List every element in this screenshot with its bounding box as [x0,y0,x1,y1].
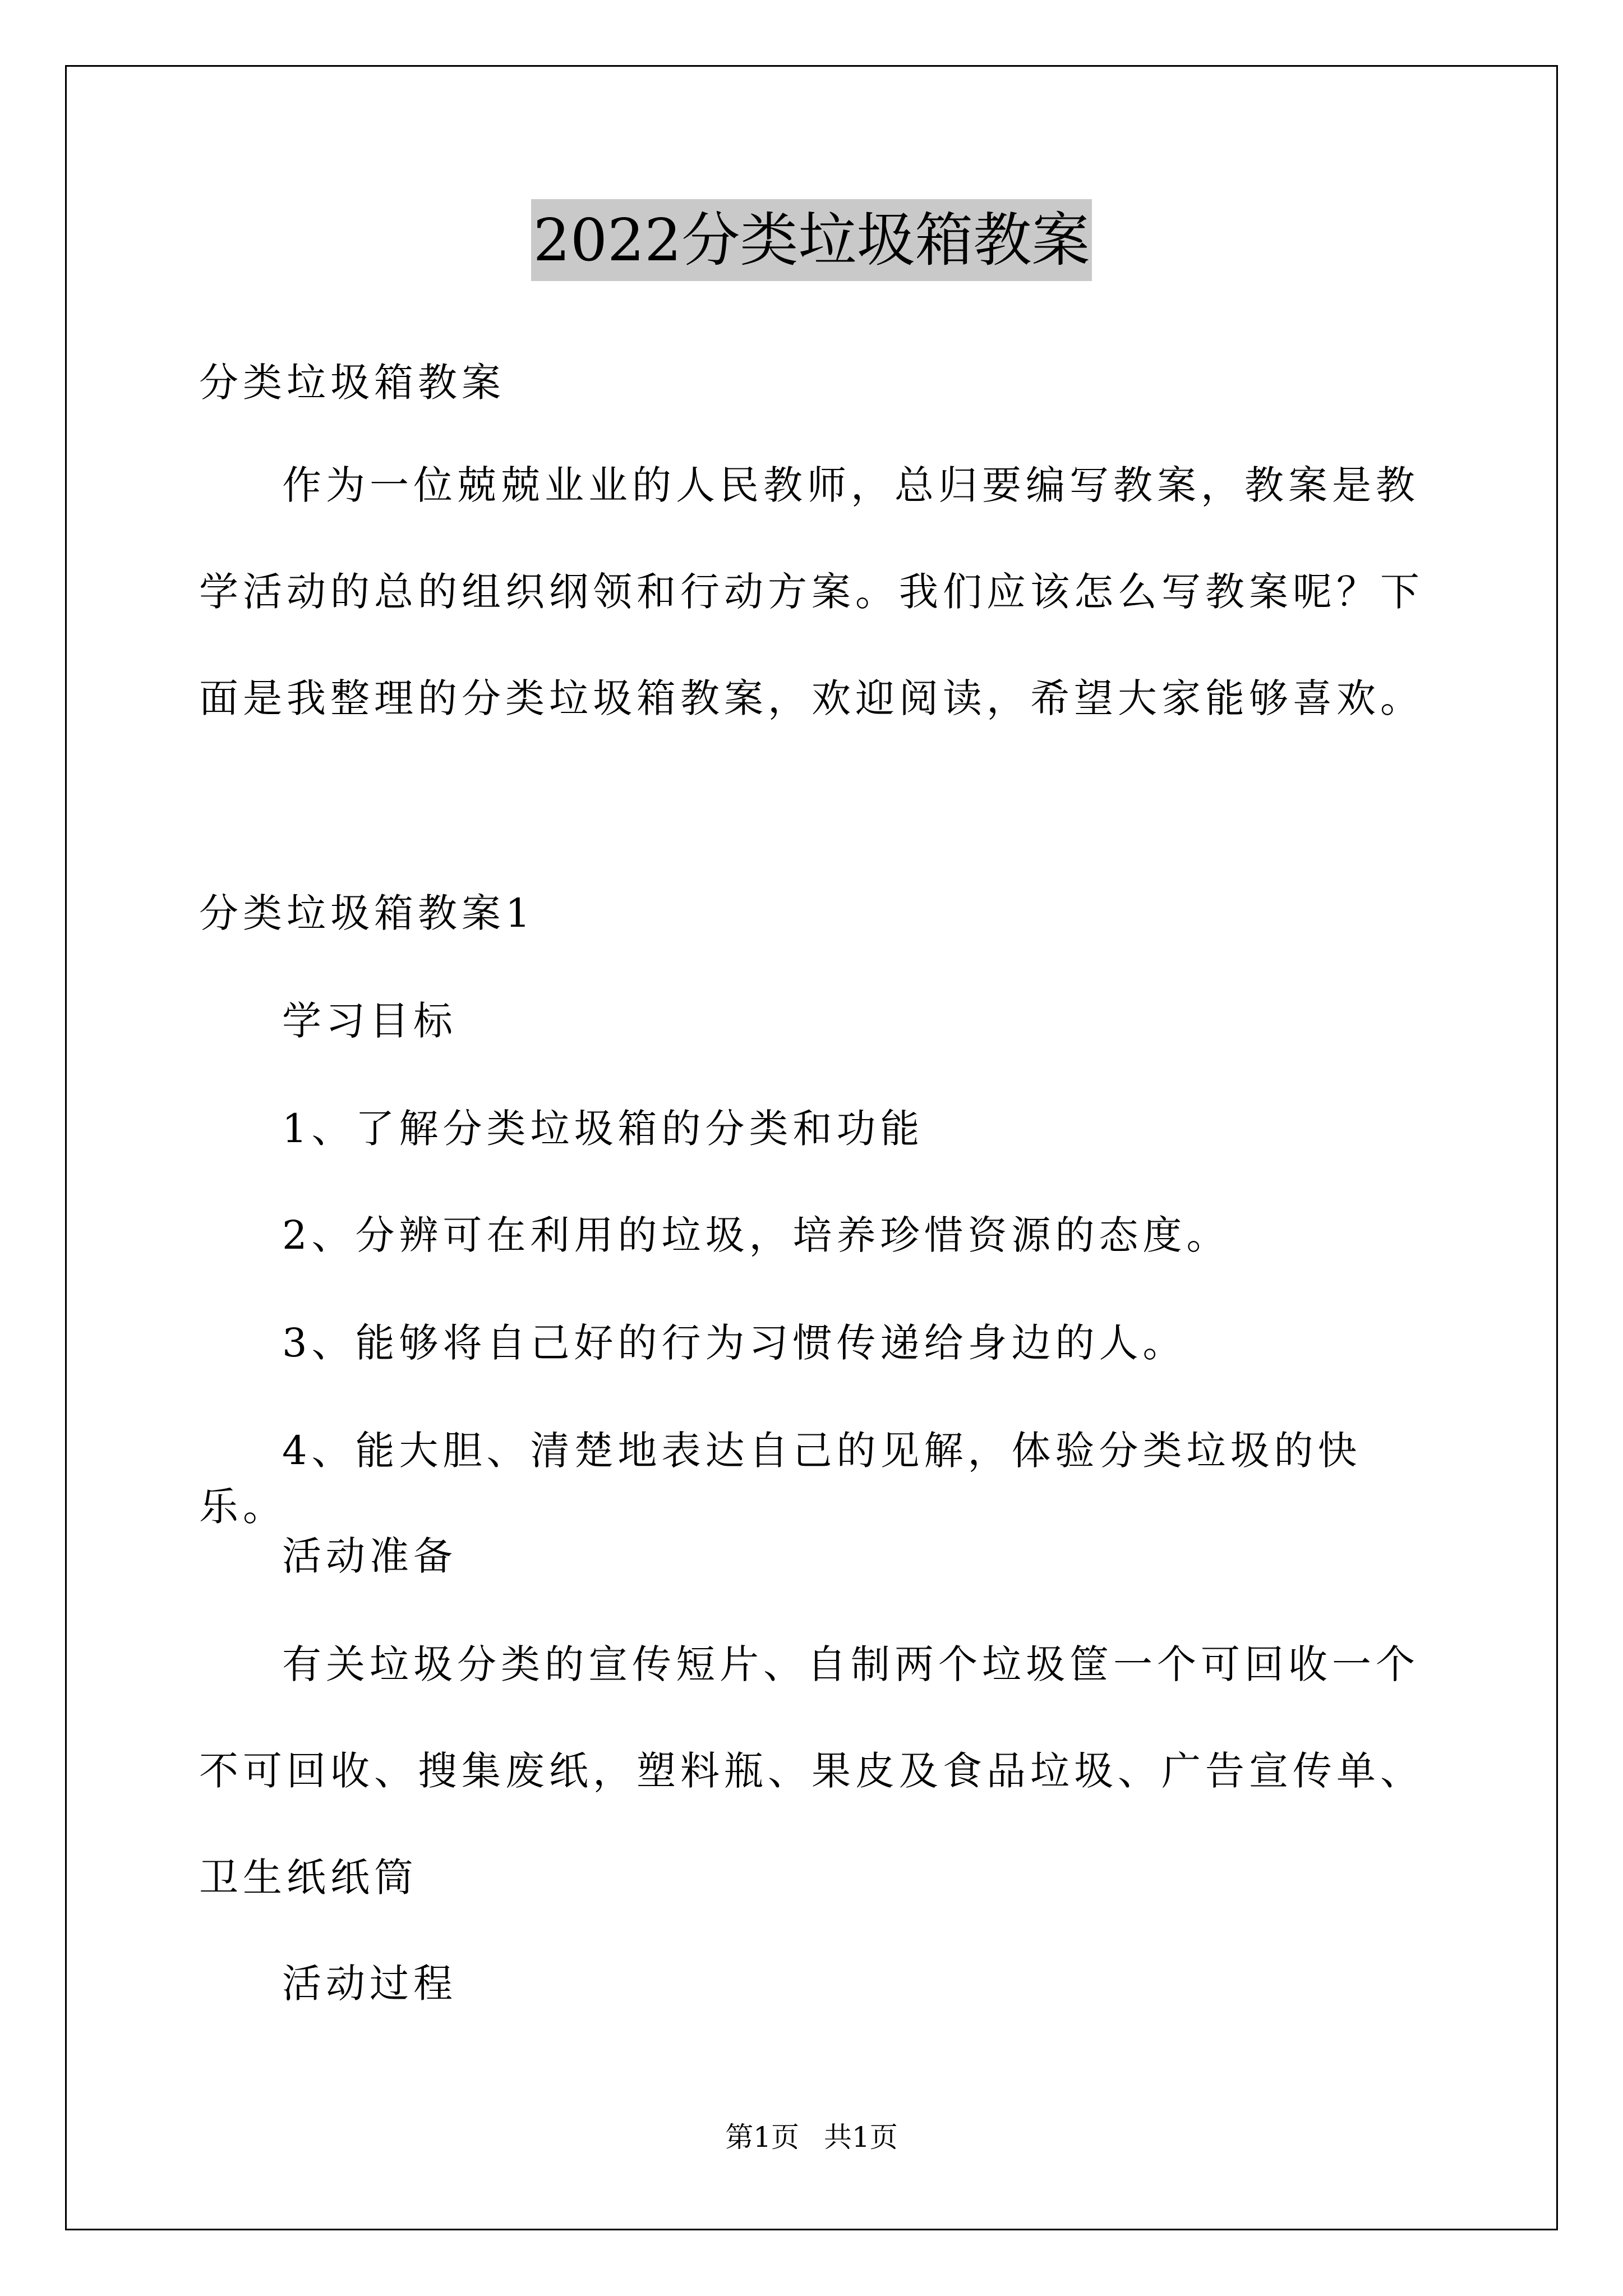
prep-paragraph: 有关垃圾分类的宣传短片、自制两个垃圾筐一个可回收一个不可回收、搜集废纸，塑料瓶、果皮及食品垃圾、广告宣传单、卫生纸纸筒 [199,1641,1424,1901]
page-footer [0,2118,1623,2157]
goal-item-2: 2、分辨可在利用的垃圾，培养珍惜资源的态度。 [282,1212,1230,1258]
page-total: 共1页 [824,2121,898,2154]
page-number: 第1页 [725,2121,799,2154]
goals-heading: 学习目标 [282,998,457,1044]
document-title-wrap [0,199,1623,281]
intro-paragraph: 作为一位兢兢业业的人民教师，总归要编写教案，教案是教学活动的总的组织纲领和行动方案。我们应该怎么写教案呢？下面是我整理的分类垃圾箱教案，欢迎阅读，希望大家能够喜欢。 [199,462,1424,721]
document-title: 2022分类垃圾箱教案 [531,199,1092,281]
goal-item-1: 1、了解分类垃圾箱的分类和功能 [282,1106,924,1152]
subtitle: 分类垃圾箱教案 [199,360,505,406]
goal-item-4: 4、能大胆、清楚地表达自己的见解，体验分类垃圾的快乐。 [199,1428,1362,1530]
section-heading: 分类垃圾箱教案1 [199,890,535,936]
goal-item-3: 3、能够将自己好的行为习惯传递给身边的人。 [282,1320,1187,1366]
prep-heading: 活动准备 [282,1533,457,1579]
process-heading: 活动过程 [282,1961,457,2007]
